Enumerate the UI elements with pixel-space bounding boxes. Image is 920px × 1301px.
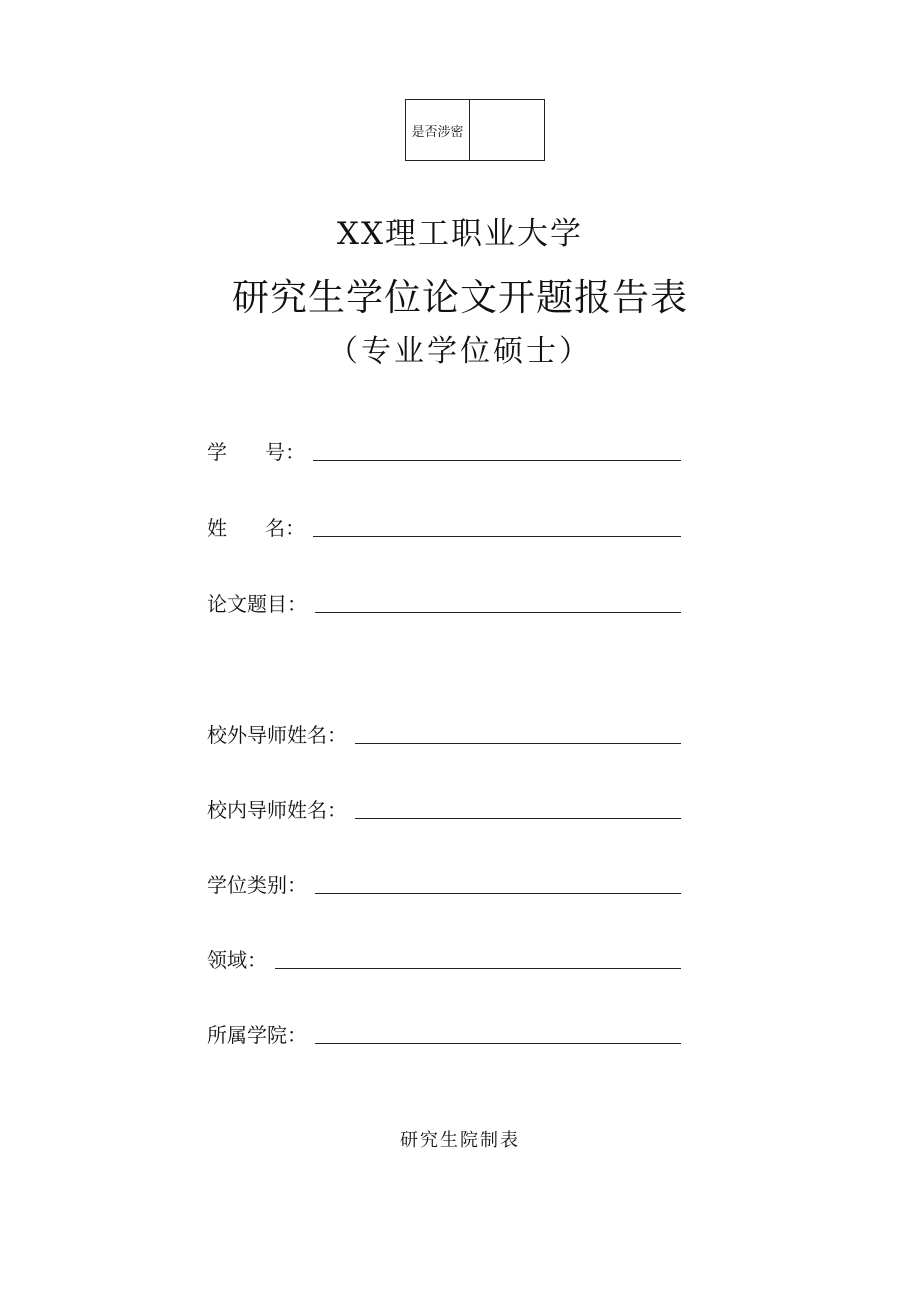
internal-advisor-field <box>207 788 681 822</box>
student-id-label: 学 号： <box>207 440 306 464</box>
confidentiality-value-cell[interactable] <box>470 100 544 160</box>
student-id-input-line[interactable] <box>313 436 681 461</box>
degree-category-label: 学位类别： <box>207 873 307 897</box>
domain-input-line[interactable] <box>275 944 681 969</box>
college-field <box>207 1013 681 1047</box>
name-input-line[interactable] <box>313 512 681 537</box>
student-id-field <box>207 430 681 464</box>
external-advisor-input-line[interactable] <box>355 719 681 744</box>
college-input-line[interactable] <box>315 1019 681 1044</box>
university-name: XX理工职业大学 <box>336 216 584 252</box>
name-field <box>207 506 681 540</box>
name-label: 姓 名： <box>207 516 306 540</box>
domain-field <box>207 938 681 972</box>
form-title: 研究生学位论文开题报告表 <box>232 276 688 319</box>
thesis-title-field <box>207 582 681 616</box>
degree-category-input-line[interactable] <box>315 869 681 894</box>
internal-advisor-label: 校内导师姓名： <box>207 798 347 822</box>
degree-category-field <box>207 863 681 897</box>
internal-advisor-input-line[interactable] <box>355 794 681 819</box>
domain-label: 领域： <box>207 948 267 972</box>
external-advisor-field <box>207 713 681 747</box>
external-advisor-label: 校外导师姓名： <box>207 723 347 747</box>
college-label: 所属学院： <box>207 1023 307 1047</box>
confidentiality-box <box>405 99 545 161</box>
confidentiality-label: 是否涉密 <box>406 100 470 160</box>
thesis-title-input-line[interactable] <box>315 588 681 613</box>
form-subtitle: （专业学位硕士） <box>328 334 592 369</box>
footer-note: 研究生院制表 <box>400 1130 520 1151</box>
thesis-title-label: 论文题目： <box>207 592 307 616</box>
